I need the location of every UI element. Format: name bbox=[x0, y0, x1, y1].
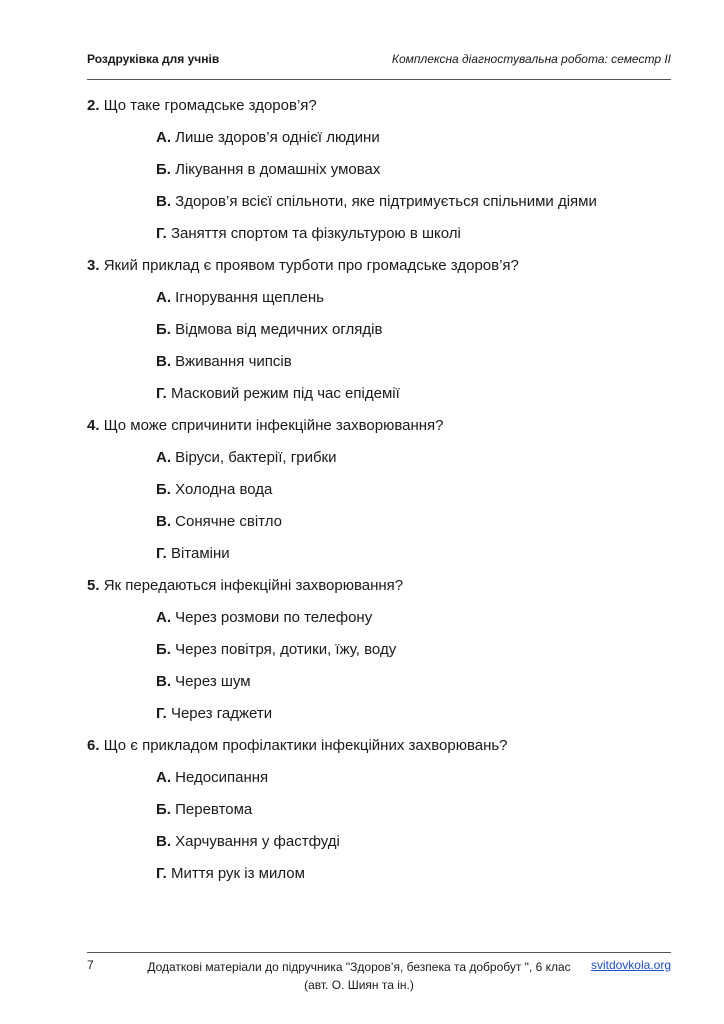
option-letter: Б. bbox=[156, 161, 171, 178]
question-number: 2. bbox=[87, 97, 100, 114]
header-divider bbox=[87, 79, 671, 80]
question-number: 6. bbox=[87, 737, 100, 754]
option-item bbox=[156, 474, 677, 506]
option-letter: Г. bbox=[156, 225, 167, 242]
option-letter: В. bbox=[156, 193, 171, 210]
option-text: Харчування у фастфуді bbox=[175, 833, 340, 850]
option-item bbox=[156, 154, 677, 186]
option-text: Відмова від медичних оглядів bbox=[175, 321, 383, 338]
option-letter: А. bbox=[156, 609, 171, 626]
option-text: Недосипання bbox=[175, 769, 269, 786]
option-text: Через повітря, дотики, їжу, воду bbox=[175, 641, 397, 658]
option-text: Вітаміни bbox=[170, 545, 230, 562]
option-text: Ігнорування щеплень bbox=[175, 289, 324, 306]
option-item bbox=[156, 666, 677, 698]
option-letter: В. bbox=[156, 673, 171, 690]
option-item bbox=[156, 346, 677, 378]
question-text: Що може спричинити інфекційне захворювання? bbox=[103, 417, 444, 434]
question-text: Який приклад є проявом турботи про громадське здоров’я? bbox=[103, 257, 519, 274]
option-text: Віруси, бактерії, грибки bbox=[175, 449, 337, 466]
site-link[interactable]: svitdovkola.org bbox=[590, 958, 671, 972]
question-number: 3. bbox=[87, 257, 100, 274]
option-letter: Г. bbox=[156, 545, 167, 562]
option-item bbox=[156, 122, 677, 154]
page-header bbox=[87, 52, 671, 72]
footer-credits bbox=[127, 958, 591, 994]
option-item bbox=[156, 858, 677, 890]
option-letter: В. bbox=[156, 353, 171, 370]
option-letter: А. bbox=[156, 129, 171, 146]
option-item bbox=[156, 634, 677, 666]
header-left-title: Роздруківка для учнів bbox=[87, 52, 220, 66]
option-text: Масковий режим під час епідемії bbox=[170, 385, 400, 402]
footer-line-1: Додаткові матеріали до підручника "Здоров’я, безпека та добробут ", 6 клас bbox=[147, 960, 571, 974]
question-number: 4. bbox=[87, 417, 100, 434]
option-item bbox=[156, 538, 677, 570]
option-item bbox=[156, 826, 677, 858]
option-item bbox=[156, 602, 677, 634]
option-letter: В. bbox=[156, 833, 171, 850]
question-text: Що є прикладом профілактики інфекційних захворювань? bbox=[103, 737, 508, 754]
question-6 bbox=[87, 730, 677, 762]
option-text: Вживання чипсів bbox=[175, 353, 292, 370]
option-letter: Г. bbox=[156, 705, 167, 722]
option-letter: Б. bbox=[156, 481, 171, 498]
option-letter: Б. bbox=[156, 321, 171, 338]
footer-line-2: (авт. О. Шиян та ін.) bbox=[304, 978, 414, 992]
option-letter: Б. bbox=[156, 801, 171, 818]
option-text: Через розмови по телефону bbox=[175, 609, 373, 626]
header-right-title: Комплексна діагностувальна робота: семестр ІІ bbox=[391, 52, 671, 66]
question-5 bbox=[87, 570, 677, 602]
option-text: Перевтома bbox=[175, 801, 253, 818]
option-item bbox=[156, 506, 677, 538]
option-item bbox=[156, 314, 677, 346]
option-letter: Б. bbox=[156, 641, 171, 658]
option-letter: А. bbox=[156, 289, 171, 306]
footer-divider bbox=[87, 952, 671, 953]
option-item bbox=[156, 698, 677, 730]
question-4 bbox=[87, 410, 677, 442]
option-letter: Г. bbox=[156, 865, 167, 882]
option-item bbox=[156, 762, 677, 794]
option-letter: В. bbox=[156, 513, 171, 530]
option-item bbox=[156, 218, 677, 250]
option-text: Через гаджети bbox=[170, 705, 273, 722]
question-number: 5. bbox=[87, 577, 100, 594]
option-text: Здоров’я всієї спільноти, яке підтримується спільними діями bbox=[175, 193, 597, 210]
option-letter: А. bbox=[156, 449, 171, 466]
option-item bbox=[156, 794, 677, 826]
question-2 bbox=[87, 90, 677, 122]
option-text: Миття рук із милом bbox=[170, 865, 305, 882]
option-text: Лікування в домашніх умовах bbox=[175, 161, 381, 178]
question-text: Що таке громадське здоров’я? bbox=[103, 97, 317, 114]
page-number: 7 bbox=[87, 958, 94, 972]
question-text: Як передаються інфекційні захворювання? bbox=[103, 577, 404, 594]
option-text: Лише здоров’я однієї людини bbox=[175, 129, 380, 146]
option-item bbox=[156, 378, 677, 410]
option-item bbox=[156, 442, 677, 474]
questions-list bbox=[87, 90, 677, 890]
option-text: Сонячне світло bbox=[175, 513, 282, 530]
question-3 bbox=[87, 250, 677, 282]
option-item bbox=[156, 282, 677, 314]
option-letter: А. bbox=[156, 769, 171, 786]
option-text: Заняття спортом та фізкультурою в школі bbox=[170, 225, 461, 242]
option-text: Холодна вода bbox=[175, 481, 273, 498]
option-text: Через шум bbox=[175, 673, 251, 690]
option-item bbox=[156, 186, 677, 218]
option-letter: Г. bbox=[156, 385, 167, 402]
